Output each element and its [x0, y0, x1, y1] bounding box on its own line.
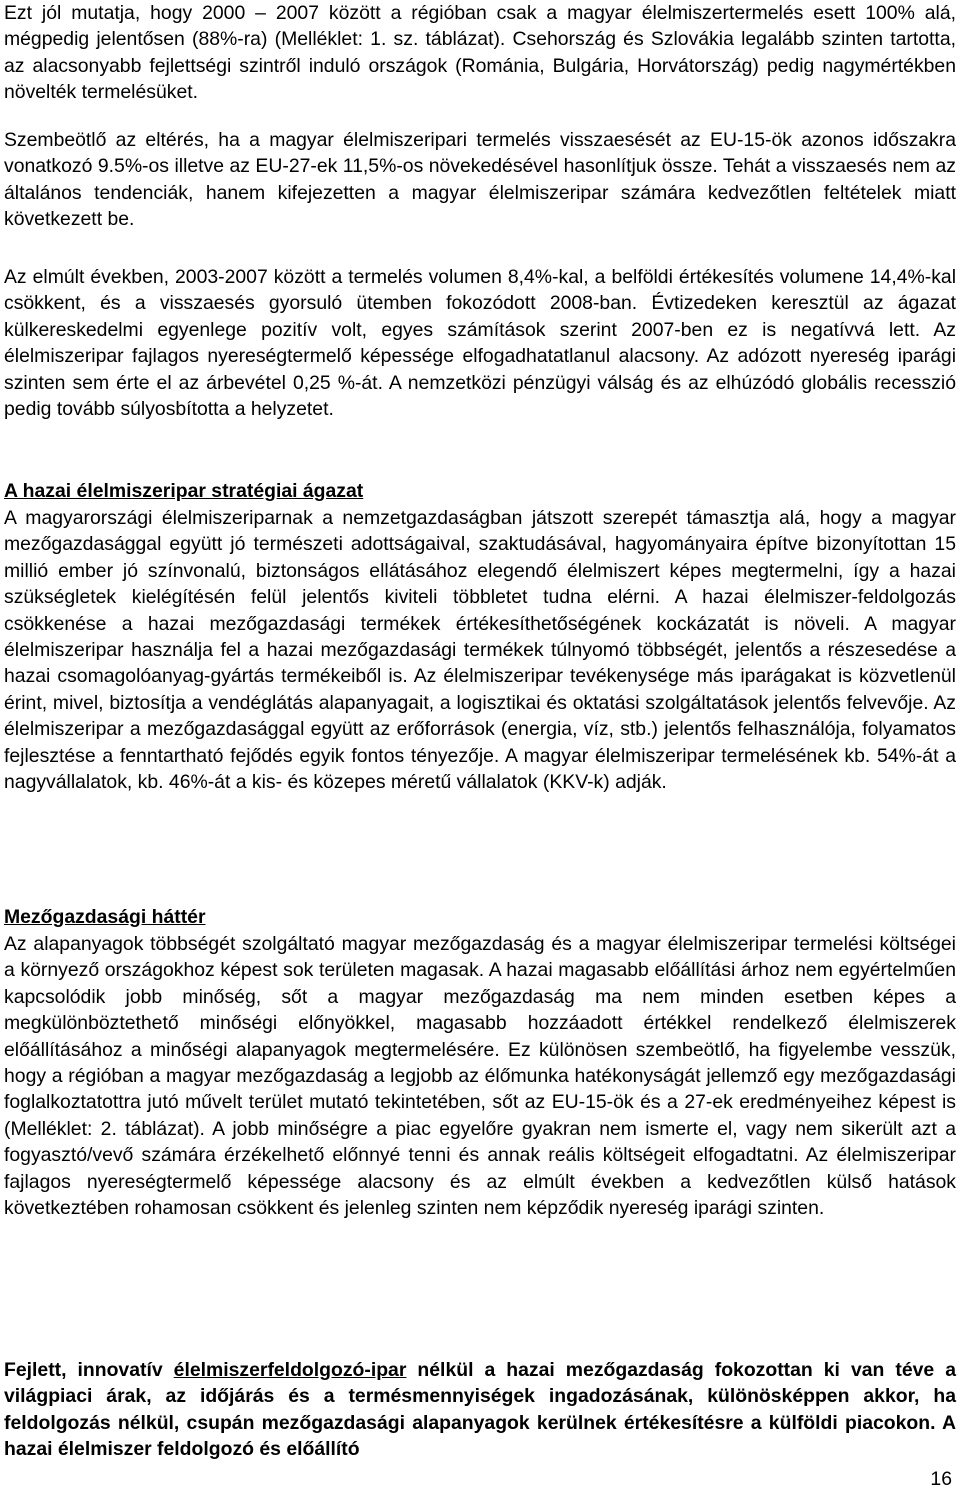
paragraph-agricultural-background: Az alapanyagok többségét szolgáltató magyar mezőgazdaság és a magyar élelmiszeripar termelési költségei a környező országokhoz képest sok területen magasak. A hazai magasabb előállítási árhoz nem egyértelműen kapcsolódik jobb minőség, sőt a magyar mezőgazdaság ma nem minden esetben képes a megkülönböztethető minőségi előnyökkel, magasabb hozzáadott értékkel rendelkező élelmiszerek előállításához a minőségi alapanyagok megtermelésére. Ez különösen szembeötlő, ha figyelembe vesszük, hogy a régióban a magyar mezőgazdaság a legjobb az élőmunka hatékonyságát jellemző egy mezőgazdasági foglalkoztatottra jutó művelt terület mutató tekintetében, sőt az EU-15-ök és a 27-ek eredményeihez képest is (Melléklet: 2. táblázat). A jobb minőségre a piac egyelőre gyakran nem ismerte el, vagy nem sikerült azt a fogyasztó/vevő számára érzékelhető előnnyé tenni és annak reális költségeit elfogadtatni. Az élelmiszeripar fajlagos nyereségtermelő képessége alacsony és az elmúlt években a kedvezőtlen külső hatások következtében rohamosan csökkent és jelenleg szinten nem képződik nyereség iparági szinten. [4, 933, 956, 1220]
paragraph-eu-comparison: Szembeötlő az eltérés, ha a magyar élelmiszeripari termelés visszaesését az EU-15-ök azonos időszakra vonatkozó 9.5%-os illetve az EU-27-ek 11,5%-os növekedésével hasonlítjuk össze. Tehát a visszaesés nem az általános tendenciák, hanem kifejezetten a magyar élelmiszeripar számára kedvezőtlen feltételek miatt következett be. [4, 129, 956, 231]
paragraph-innovative-industry-end: nélkül a hazai mezőgazdaság fokozottan ki van téve a világpiaci árak, az időjárás és a termésmennyiségek ingadozásának, különösképpen akkor, ha feldolgozás nélkül, csupán mezőgazdasági alapanyagok kerülnek értékesítésre a külföldi piacokon. A hazai élelmiszer feldolgozó és előállító [4, 1359, 957, 1461]
paragraph-innovative-industry-underlined: élelmiszerfeldolgozó-ipar [173, 1359, 407, 1381]
paragraph-innovative-industry-start: Fejlett, innovatív [4, 1359, 174, 1381]
paragraph-recent-years: Az elmúlt években, 2003-2007 között a termelés volumen 8,4%-kal, a belföldi értékesítés volumene 14,4%-kal csökkent, és a visszaesés gyorsuló ütemben fokozódott 2008-ban. Évtizedeken keresztül az ágazat külkereskedelmi egyenlege pozitív volt, egyes számítások szerint 2007-ben ez is negatívvá lett. Az élelmiszeripar fajlagos nyereségtermelő képessége elfogadhatatlanul alacsony. Az adózott nyereség iparági szinten sem érte el az árbevétel 0,25 %-át. A nemzetközi pénzügyi válság és az elhúzódó globális recesszió pedig tovább súlyosbította a helyzetet. [4, 266, 956, 421]
paragraph-regional-production: Ezt jól mutatja, hogy 2000 – 2007 között a régióban csak a magyar élelmiszertermelés esett 100% alá, mégpedig jelentősen (88%-ra) (Melléklet: 1. sz. táblázat). Csehország és Szlovákia legalább szinten tartotta, az alacsonyabb fejlettségi szintről induló országok (Románia, Bulgária, Horvátország) pedig nagymértékben növelték termelésüket. [4, 2, 956, 104]
section-heading-strategic-sector: A hazai élelmiszeripar stratégiai ágazat [4, 480, 364, 502]
paragraph-strategic-sector: A magyarországi élelmiszeriparnak a nemzetgazdaságban játszott szerepét támasztja alá, hogy a magyar mezőgazdasággal együtt jó természeti adottságaival, szaktudásával, hagyományaira építve bizonyítottan 15 millió ember jó színvonalú, biztonságos ellátásához elegendő élelmiszert képes megtermelni, így a hazai szükségletek kielégítésén felül jelentős kiviteli többletet tudna elérni. A hazai élelmiszer-feldolgozás csökkenése a hazai mezőgazdasági termékek értékesíthetőségének kockázatát is növeli. A magyar élelmiszeripar használja fel a hazai mezőgazdasági termékek túlnyomó többségét, jelentős a részesedése a hazai csomagolóanyag-gyártás termékeiből is. Az élelmiszeripar tevékenysége más iparágakat is közvetlenül érint, mivel, biztosítja a vendéglátás alapanyagait, a logisztikai és oktatási szolgáltatások jelentős felvevője. Az élelmiszeripar a mezőgazdasággal együtt az erőforrások (energia, víz, stb.) jelentős felhasználója, folyamatos fejlesztése a fenntartható fejődés egyik fontos tényezője. A magyar élelmiszeripar termelésének kb. 54%-át a nagyvállalatok, kb. 46%-át a kis- és közepes méretű vállalatok (KKV-k) adják. [4, 507, 956, 794]
section-heading-agricultural-background: Mezőgazdasági háttér [4, 906, 206, 928]
page-number: 16 [930, 1468, 952, 1490]
paragraph-innovative-industry [4, 1357, 956, 1463]
